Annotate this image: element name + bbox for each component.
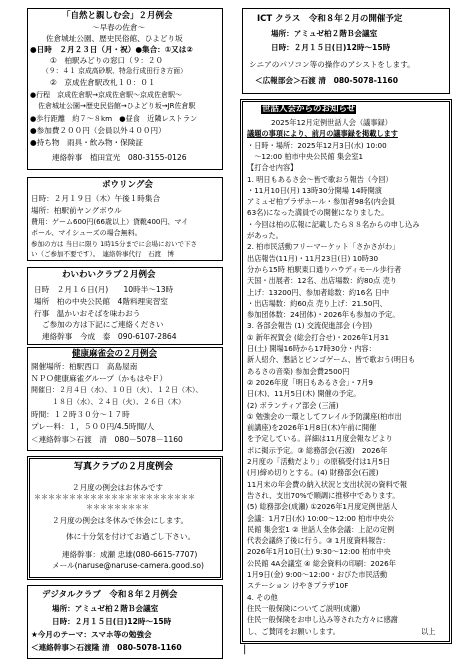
notice-line: 上げ：13200円、参加者総数：約16名 日中	[247, 287, 390, 297]
notice-line: 会議：1月7日(水) 10:00～12:00 柏市中央公	[247, 513, 395, 523]
nature-meet3: ② 京成佐倉駅改札１０：０１	[50, 78, 156, 87]
mahjong-dates: 開催日：２月４日（水）、１０日（火）、１２日（木）、	[31, 386, 203, 394]
bowling-section	[27, 177, 223, 261]
nature-fee: ●参加費２００円（会員以外４００円）	[30, 126, 166, 135]
nature-walk: ●歩行距離 約７～８km ●昼食 近隣レストラン	[30, 114, 198, 123]
bowling-place: 場所：柏駅前ヤングボウル	[31, 206, 122, 215]
mahjong-dates2: １８日（水）、２４日（火）、２６日（木）	[52, 398, 185, 406]
notice-line: ・今回は柏の広報に記載したら８８名からの申し込み	[247, 219, 420, 229]
photo-contact: 連絡幹事：成瀬 忠雄(080-6615-7707)	[62, 550, 198, 559]
notice-line: 2026年1月10日(土) 9:30～12:00 柏市中央	[247, 547, 391, 557]
notice-line: ・出店場数：約60点 売り上げ：21.50円、	[247, 298, 387, 308]
notice-line: 分から15時 柏駅東口通りハウディモール歩行者	[247, 264, 402, 274]
photo-stars2: ＊＊＊＊＊＊＊＊＊	[86, 503, 149, 511]
nature-places: 佐倉城址公園、歴史民俗館、ひよどり坂	[46, 34, 183, 43]
warai-note: ご参加の方は下記にご連絡ください	[42, 320, 164, 329]
notice-line: (2) ボランティア部会 (三浦)	[247, 400, 339, 410]
notice-line: 1. 明日もあるさ会～皆で歌おう報告（今回）	[247, 174, 393, 184]
bowling-fee: 費用：ゲーム600円(66歳以上）貸靴400円、マイ	[31, 218, 189, 226]
mahjong-contact: ＜連絡幹事＞石渡 清 080－5078－1160	[31, 435, 183, 444]
photo-email: メール(naruse@naruse-camera.good.so)	[52, 561, 204, 570]
notice-line: 2025年12月定例世話人会（議事録）	[271, 118, 392, 127]
notice-line: 告され、支出70%で順調に推移中であります。	[247, 490, 400, 500]
ict-desc: シニアのパソコン等の操作のアシストをします。	[249, 60, 415, 69]
ict-title: ICT クラス 令和８年２月の開催予定	[257, 14, 403, 24]
notice-line: 日(土) 開場16時から17時30分・内容：	[247, 344, 376, 353]
ict-date: 日時：２月１５日(日)12時～15時	[271, 43, 391, 52]
bowling-date: 日時：２月１９日（木）午後１時集合	[31, 194, 161, 203]
notice-line: ・11月10日(月) 13時30分開場 14時開演	[247, 185, 382, 195]
photo-stars1: ＊＊＊＊＊＊＊＊＊＊＊＊＊＊＊＊＊＊＊＊＊＊＊	[34, 493, 195, 501]
notice-line: 日(木)、11月5日(木) 開催の予定。	[247, 389, 361, 399]
bowling-note: 参加の方は 当日に限り 1時15分までに会場においで下さ	[31, 240, 198, 248]
notice-line: 出店報告(11月)・11月23日(日) 10時30	[247, 253, 379, 263]
warai-date: 日時 ２月１６日(月) 10時半～13時	[34, 285, 174, 294]
nature-section	[27, 8, 223, 170]
nature-meet2: （９：４１ 京成高砂駅、特急行成田行き方面）	[42, 67, 187, 75]
mahjong-title: 健康麻雀会の２月例会	[72, 349, 158, 359]
notice-line: 11月末の年会費の納入状況と支出状況の資料で報	[247, 479, 408, 489]
warai-section	[27, 267, 223, 345]
notice-line: 参加団体数：24団体)・2026年も参加の予定。	[247, 310, 400, 320]
digital-date: 日時：２月１５日(日)12時～15時	[52, 617, 172, 626]
notice-line: を予定している。詳細は11月度会報などより	[247, 434, 393, 444]
notice-line: ② 2026年度「明日もあるさ会」・7月9	[247, 377, 374, 387]
notice-line: ポに掲示予定。③ 総務部会(石渡) 2026年	[247, 445, 388, 455]
notice-line: 【打合せ内容】	[247, 163, 298, 173]
photo-title: 写真クラブの２月度例会	[74, 462, 174, 472]
digital-title: デジタルクラブ 令和８年２月例会	[42, 590, 178, 600]
ict-place: 場所：アミュゼ柏２階Ｂ会議室	[271, 29, 378, 38]
photo-notice: ２月度の例会はお休みです	[72, 483, 164, 492]
notice-line: 住民一般保険についてご説明(成瀬)	[247, 603, 361, 613]
notice-line: 天国・出展者：12名、出店場数：約80点 売り	[247, 276, 397, 286]
photo-break: ２月度の例会は冬休みで休会にします。	[52, 516, 189, 525]
warai-contact: 連絡幹事 今成 泰 090-6107-2864	[42, 332, 177, 341]
notice-line: 民館 集会室1 ② 世話人全体会議：上記の定例	[247, 524, 395, 534]
photo-section	[27, 456, 223, 580]
notice-line: 以上	[421, 626, 436, 636]
notice-line: (月)締め切りとする。(4) 財務部会(石渡)	[247, 468, 379, 478]
warai-event: 行事 温かいおそばを味わおう	[34, 309, 141, 318]
notice-line: ① 勉強会の一環としてフレイル予防講座(柏市出	[247, 411, 402, 421]
warai-place: 場所 柏の中央公民館 4階料理実習室	[34, 297, 168, 306]
nature-subtitle: ～早春の佐倉～	[92, 23, 146, 32]
photo-care: 体に十分気を付けてお過ごし下さい。	[66, 532, 196, 541]
mahjong-place: 開催場所：柏駅西口 高島屋南	[31, 362, 138, 371]
notice-line: 公民館 4A会議室 ④ 総会資料の印刷：2026年	[247, 558, 396, 568]
warai-title: わいわいクラブ２月例会	[62, 270, 156, 280]
mahjong-group: ＮＰＯ健康麻雀グループ（かもはやＦ）	[31, 374, 168, 383]
notice-line: 住民一般保険をお申し込み等された方々に感謝	[247, 615, 398, 625]
notice-line: 3. 各部会報告 (1) 交流促進部会 (今回)	[247, 321, 373, 331]
nature-meet1: ① 柏駅みどりの窓口（９：２０	[50, 56, 164, 65]
notice-line: 4. その他	[247, 592, 278, 602]
cursor-mark: |	[243, 644, 247, 655]
nature-date: ●日時 ２月２３日（月・祝）●集合：①又は②	[30, 45, 193, 54]
notice-line: 代表会議終了後に行う。③ 1月度資料報告：	[247, 536, 390, 546]
nature-route2: 佐倉城址公園→歴史民俗館→ひよどり坂→JR佐倉駅	[38, 102, 196, 110]
digital-contact: ＜連絡幹事＞石渡隆 清 080-5078-1160	[31, 643, 182, 652]
notice-line: あるさの音楽) 参加会費2500円	[247, 366, 350, 376]
notice-line: 議題の事項により、前月の議事録を掲載します	[247, 129, 398, 139]
nature-route1: ●行程 京成佐倉駅→京成佐倉駅～京成佐倉駅～	[30, 91, 182, 99]
bowling-contact: い（ご参加不要です）。 連絡幹事代行 石渡 博	[31, 250, 174, 258]
notice-line: ① 新年祝賀会 (総会打合せ)・2026年1月31	[247, 332, 390, 342]
digital-section	[27, 585, 223, 659]
notice-line: (5) 総務部会(成瀬) ①2026年1月度定例世話人	[247, 502, 398, 512]
notice-line: 新人紹介、懇話とビンゴゲーム、皆で歌おう(明日も	[247, 355, 416, 365]
notice-line: し、ご賛同をお願いします。	[247, 626, 340, 636]
notice-section	[240, 99, 452, 644]
bowling-fee2: ボール、マイシューズの場合無料。	[31, 229, 142, 237]
digital-place: 場所：アミュゼ柏２階Ｂ会議室	[52, 604, 159, 613]
mahjong-section	[27, 347, 223, 451]
notice-line: があった。	[247, 231, 283, 240]
notice-line: 2月度の「活動だより」の原稿受付は1月5日	[247, 457, 391, 466]
mahjong-fee: プレー料：１，５００円/4.5時間/人	[31, 422, 155, 431]
notice-line: 63名)になった満員での開催になりました。	[247, 208, 389, 218]
mahjong-time: 時間：１２時３０分～１７時	[31, 410, 130, 419]
ict-section	[242, 8, 450, 94]
notice-line: アミュゼ柏プラザホール・参加者98名(内会員	[247, 197, 396, 207]
notice-title: 世話人会からのお知らせ	[262, 104, 356, 114]
nature-title: 「自然と親しむ会」２月例会	[62, 11, 173, 21]
notice-line: ・日時・場所：2025年12月3日(水) 10:00	[247, 140, 387, 150]
notice-line: 前講座)を2026年1月8日(木)午前に開催	[247, 423, 377, 433]
notice-line: ～12:00 柏市中央公民館 集会室1	[247, 151, 364, 161]
ict-contact: ＜広報部会＞石渡 清 080-5078-1160	[255, 76, 399, 85]
notice-line: 1月9日(金) 9:00～12:00・おびた市民活動	[247, 570, 388, 579]
notice-line: ステーション けやきプラザ10F	[247, 581, 349, 591]
nature-items: ●持ち物 雨具・飲み物・保険証	[30, 138, 143, 147]
nature-contact: 連絡幹事 植田宣光 080-3155-0126	[52, 153, 187, 162]
bowling-title: ボウリング会	[102, 180, 153, 190]
digital-theme: ★今月のテーマ：スマホ等の勉強会	[31, 630, 152, 639]
notice-line: 2. 柏市民活動フリーマーケット「さかさがわ」	[247, 242, 400, 252]
